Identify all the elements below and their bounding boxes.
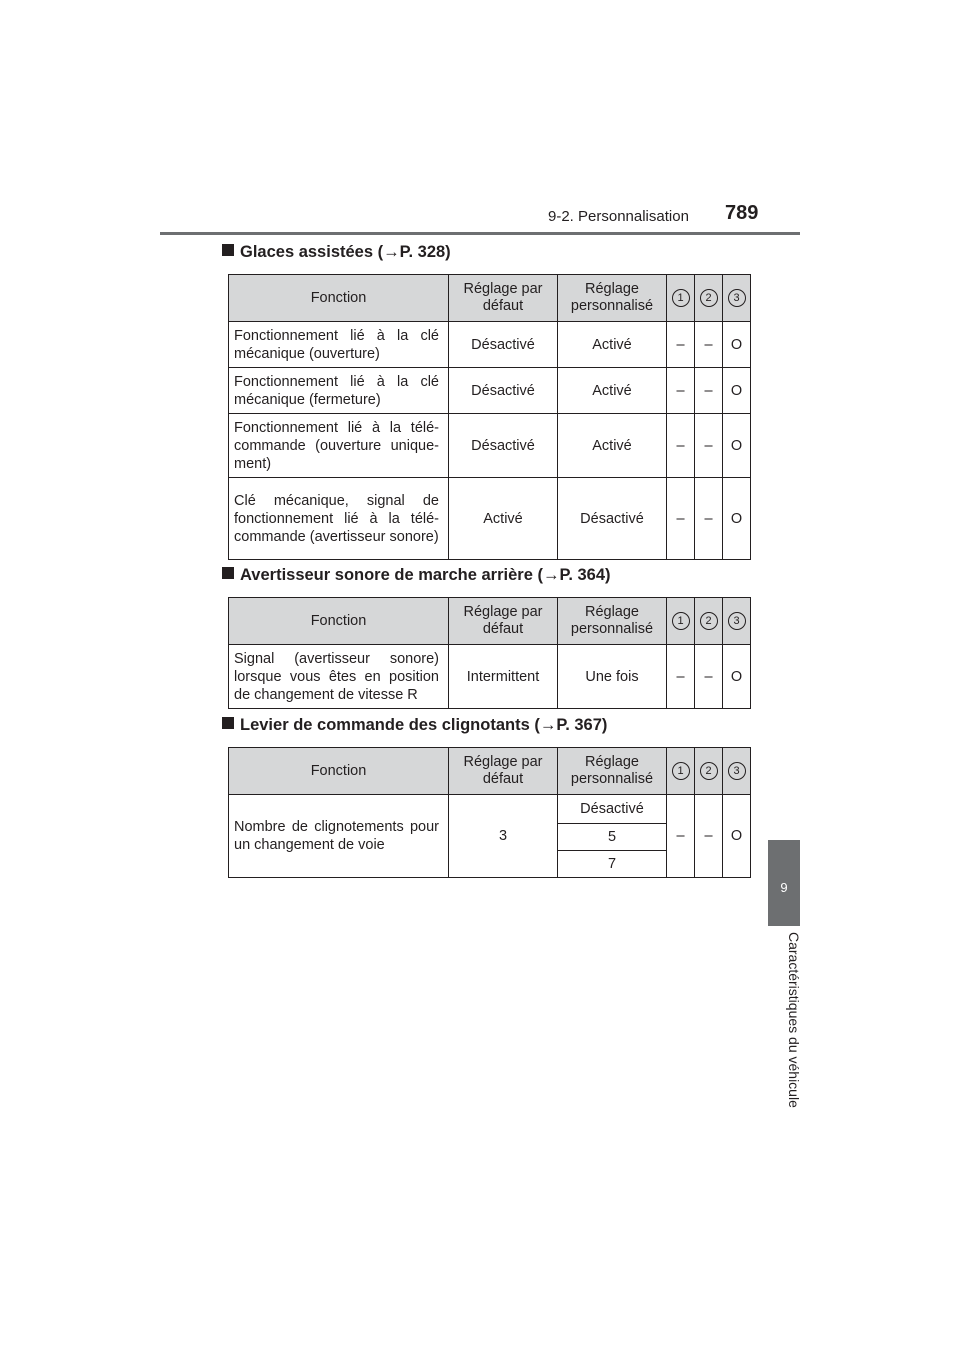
square-bullet-icon <box>222 244 234 256</box>
circled-number-icon: 1 <box>672 612 690 630</box>
col-header-2 <box>695 275 723 322</box>
cell-c2: – <box>695 645 723 709</box>
cell-custom-option: Désactivé <box>558 795 667 824</box>
cell-default: Activé <box>449 478 558 560</box>
cell-fonction: Signal (avertisseur sonore) lorsque vous êtes en position de changement de vitesse R <box>229 645 449 709</box>
cell-custom: Activé <box>558 414 667 478</box>
table-row <box>229 645 751 709</box>
table-header-row <box>229 275 751 322</box>
section-title-glaces <box>222 243 451 262</box>
col-header-3 <box>723 275 751 322</box>
cell-c1: – <box>667 414 695 478</box>
col-header-1 <box>667 748 695 795</box>
cell-c1: – <box>667 795 695 878</box>
circled-number-icon: 3 <box>728 289 746 307</box>
cell-c1: – <box>667 322 695 368</box>
cell-c1: – <box>667 368 695 414</box>
cell-fonction: Fonctionnement lié à la clé mécanique (ouverture) <box>229 322 449 368</box>
circled-number-icon: 2 <box>700 289 718 307</box>
settings-table-clignotants <box>228 747 751 878</box>
square-bullet-icon <box>222 717 234 729</box>
section-title-text: Levier de commande des clignotants (→P. 367) <box>240 716 608 734</box>
cell-default: Désactivé <box>449 368 558 414</box>
col-header-3 <box>723 748 751 795</box>
header-rule <box>160 232 800 235</box>
table-row <box>229 368 751 414</box>
chapter-tab-label: Caractéristiques du véhicule <box>786 932 802 1108</box>
circled-number-icon: 1 <box>672 762 690 780</box>
square-bullet-icon <box>222 567 234 579</box>
cell-c2: – <box>695 478 723 560</box>
col-header-custom: Réglage personnalisé <box>558 748 667 795</box>
col-header-default: Réglage par défaut <box>449 598 558 645</box>
col-header-2 <box>695 748 723 795</box>
cell-custom-option: 7 <box>558 851 667 878</box>
section-title-text: Glaces assistées (→P. 328) <box>240 243 451 261</box>
col-header-2 <box>695 598 723 645</box>
col-header-default: Réglage par défaut <box>449 275 558 322</box>
cell-c2: – <box>695 795 723 878</box>
cell-c1: – <box>667 645 695 709</box>
circled-number-icon: 3 <box>728 612 746 630</box>
circled-number-icon: 1 <box>672 289 690 307</box>
table-row <box>229 795 751 824</box>
section-title-clignotants <box>222 716 607 735</box>
circled-number-icon: 2 <box>700 762 718 780</box>
cell-fonction: Fonctionnement lié à la clé mécanique (fermeture) <box>229 368 449 414</box>
cell-c3: O <box>723 368 751 414</box>
cell-custom: Une fois <box>558 645 667 709</box>
cell-default: 3 <box>449 795 558 878</box>
col-header-1 <box>667 275 695 322</box>
cell-default: Désactivé <box>449 414 558 478</box>
cell-c3: O <box>723 414 751 478</box>
settings-table-glaces <box>228 274 751 560</box>
col-header-1 <box>667 598 695 645</box>
col-header-custom: Réglage personnalisé <box>558 598 667 645</box>
cell-fonction: Nombre de clignotements pour un changement de voie <box>229 795 449 878</box>
running-header-section: 9-2. Personnalisation <box>548 208 689 225</box>
cell-custom-option: 5 <box>558 824 667 851</box>
cell-c2: – <box>695 322 723 368</box>
settings-table-avertisseur <box>228 597 751 709</box>
cell-custom: Désactivé <box>558 478 667 560</box>
cell-fonction: Clé mécanique, signal de fonctionnement lié à la télé-commande (avertisseur sonore) <box>229 478 449 560</box>
col-header-fonction: Fonction <box>229 748 449 795</box>
cell-c3: O <box>723 795 751 878</box>
circled-number-icon: 2 <box>700 612 718 630</box>
table-header-row <box>229 598 751 645</box>
section-title-avertisseur <box>222 566 611 585</box>
cell-c3: O <box>723 322 751 368</box>
cell-c2: – <box>695 414 723 478</box>
table-row <box>229 322 751 368</box>
col-header-fonction: Fonction <box>229 598 449 645</box>
cell-fonction: Fonctionnement lié à la télé-commande (ouverture unique-ment) <box>229 414 449 478</box>
cell-custom: Activé <box>558 322 667 368</box>
cell-c3: O <box>723 645 751 709</box>
col-header-fonction: Fonction <box>229 275 449 322</box>
table-row <box>229 414 751 478</box>
col-header-3 <box>723 598 751 645</box>
cell-c2: – <box>695 368 723 414</box>
cell-default: Désactivé <box>449 322 558 368</box>
circled-number-icon: 3 <box>728 762 746 780</box>
chapter-tab-number: 9 <box>780 880 788 895</box>
table-header-row <box>229 748 751 795</box>
page-number: 789 <box>725 202 759 224</box>
cell-custom: Activé <box>558 368 667 414</box>
cell-default: Intermittent <box>449 645 558 709</box>
col-header-default: Réglage par défaut <box>449 748 558 795</box>
cell-c1: – <box>667 478 695 560</box>
section-title-text: Avertisseur sonore de marche arrière (→P. 364) <box>240 566 611 584</box>
col-header-custom: Réglage personnalisé <box>558 275 667 322</box>
cell-c3: O <box>723 478 751 560</box>
table-row <box>229 478 751 560</box>
